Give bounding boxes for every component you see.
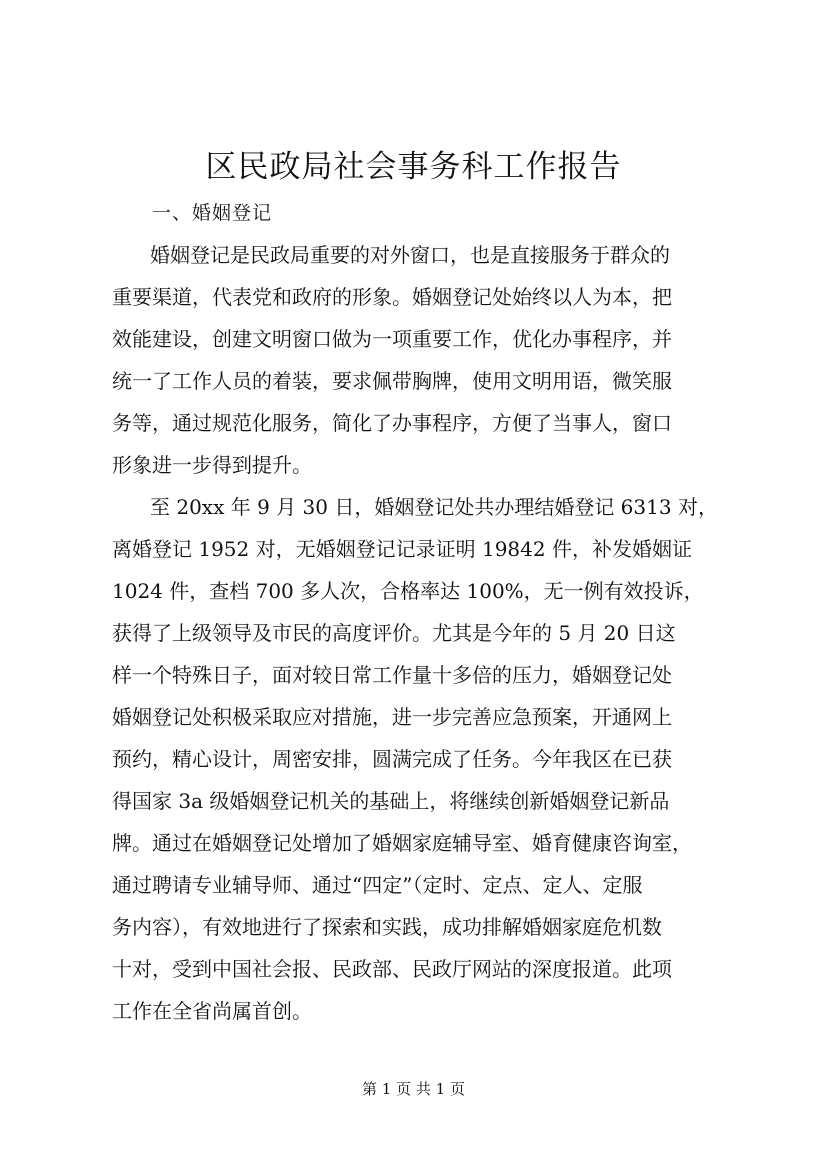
paragraph-line: 务内容），有效地进行了探索和实践，成功排解婚姻家庭危机数: [112, 915, 662, 939]
paragraph-line: 1024 件，查档 700 多人次，合格率达 100%，无一例有效投诉，: [112, 579, 704, 603]
section-heading: 一、婚姻登记: [152, 202, 273, 224]
paragraph-line: 预约，精心设计，周密安排，圆满完成了任务。今年我区在已获: [112, 747, 672, 771]
paragraph-line: 婚姻登记处积极采取应对措施，进一步完善应急预案，开通网上: [112, 705, 672, 729]
paragraph-line: 得国家 3a 级婚姻登记机关的基础上，将继续创新婚姻登记新品: [112, 789, 670, 813]
paragraph-line: 统一了工作人员的着装，要求佩带胸牌，使用文明用语，微笑服: [112, 369, 672, 393]
paragraph-line: 获得了上级领导及市民的高度评价。尤其是今年的 5 月 20 日这: [112, 621, 676, 645]
paragraph-line: 婚姻登记是民政局重要的对外窗口，也是直接服务于群众的: [150, 243, 670, 267]
paragraph-line: 务等，通过规范化服务，简化了办事程序，方便了当事人，窗口: [112, 411, 672, 435]
paragraph-line: 工作在全省尚属首创。: [112, 999, 312, 1023]
document-title: 区民政局社会事务科工作报告: [205, 149, 622, 185]
paragraph-line: 样一个特殊日子，面对较日常工作量十多倍的压力，婚姻登记处: [112, 663, 672, 687]
paragraph-line: 十对，受到中国社会报、民政部、民政厅网站的深度报道。此项: [112, 957, 672, 981]
paragraph-line: 牌。通过在婚姻登记处增加了婚姻家庭辅导室、婚育健康咨询室，: [112, 831, 692, 855]
paragraph-line: 通过聘请专业辅导师、通过“四定”（定时、定点、定人、定服: [112, 873, 643, 897]
paragraph-line: 离婚登记 1952 对，无婚姻登记记录证明 19842 件，补发婚姻证: [112, 537, 692, 561]
paragraph-line: 形象进一步得到提升。: [112, 453, 312, 477]
paragraph-line: 重要渠道，代表党和政府的形象。婚姻登记处始终以人为本，把: [112, 285, 672, 309]
paragraph-line: 至 20xx 年 9 月 30 日，婚姻登记处共办理结婚登记 6313 对，: [150, 495, 718, 519]
paragraph-line: 效能建设，创建文明窗口做为一项重要工作，优化办事程序，并: [112, 327, 672, 351]
page-footer: 第 1 页 共 1 页: [362, 1080, 465, 1098]
